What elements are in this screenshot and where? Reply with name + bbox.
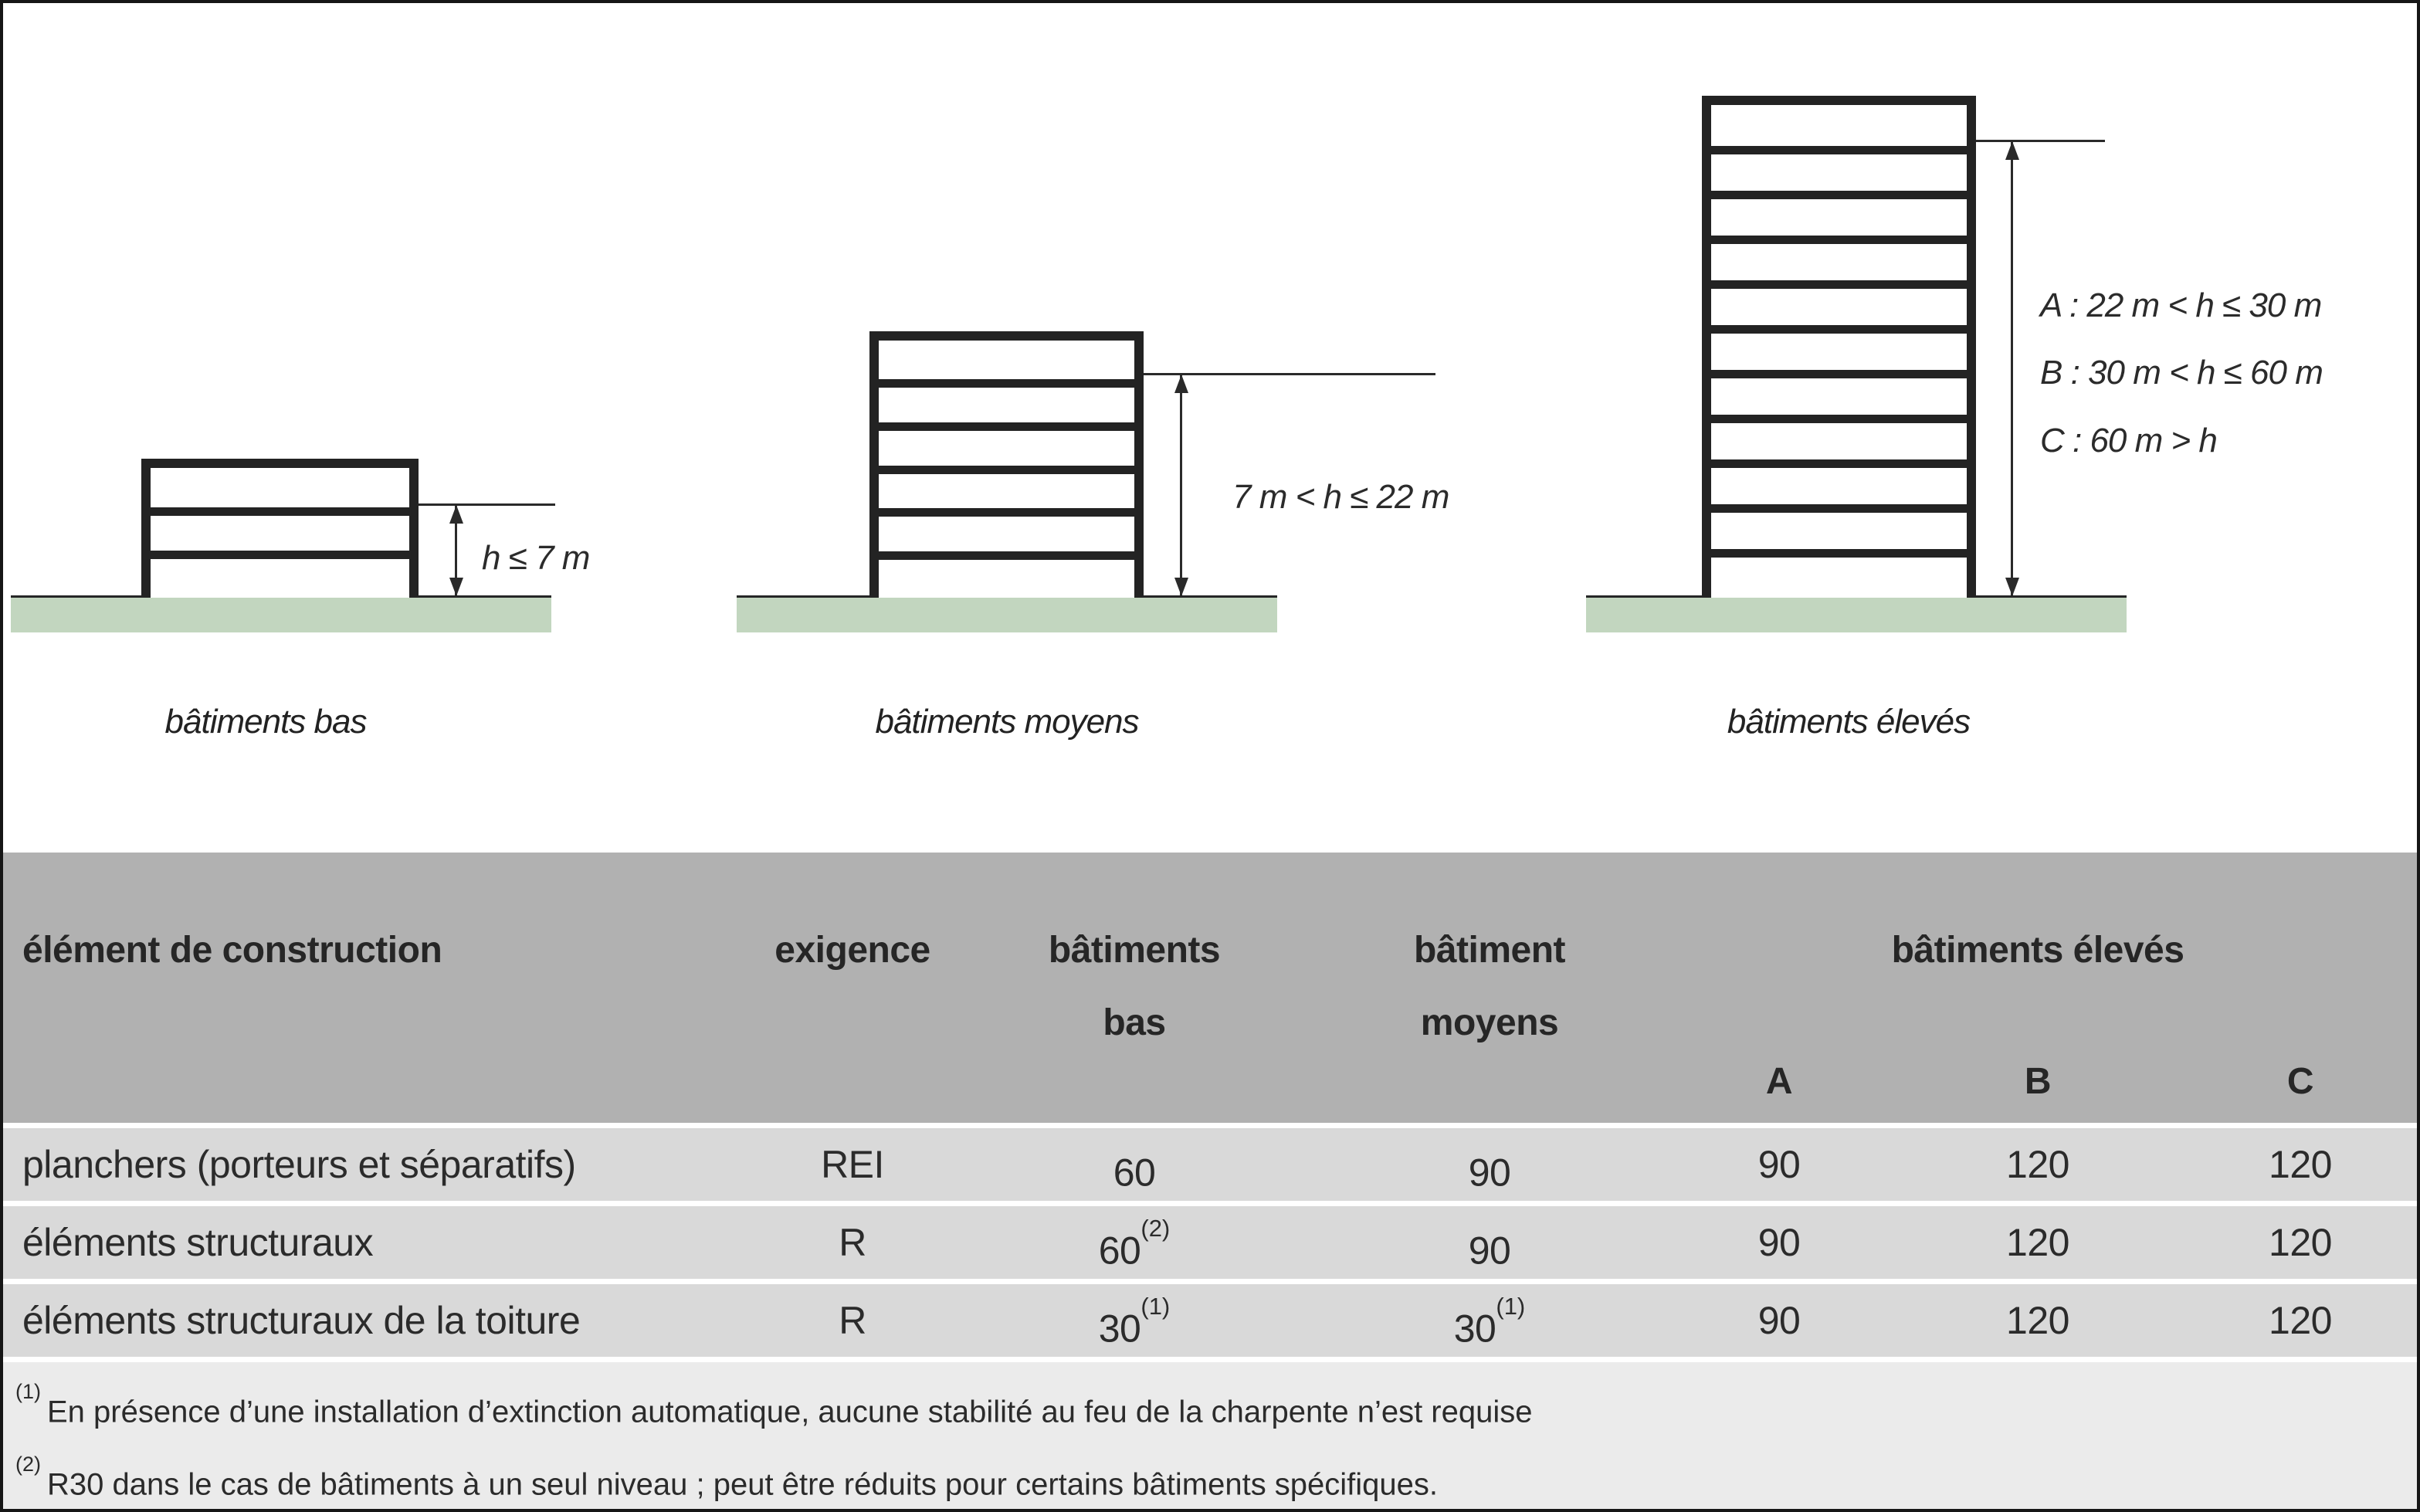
header-batiments-bas-line2: bas [1103, 1002, 1166, 1043]
cell-class-c: 120 [2269, 1143, 2332, 1186]
table-header [3, 853, 2417, 1123]
medium-building-height-label: 7 m < h ≤ 22 m [1232, 478, 1449, 516]
floor-line [879, 466, 1134, 474]
cell-class-b: 120 [2006, 1299, 2069, 1342]
high-building-reference-line [1976, 140, 2105, 142]
footnote-1: $^{(1)}$En présence d’une installation d’extinction automatique, aucune stabilité au feu de la charpente n’est requise [15, 1380, 1533, 1429]
table-row-elements-structuraux [3, 1206, 2417, 1279]
row-label: éléments structuraux de la toiture [22, 1299, 581, 1342]
header-element-de-construction: élément de construction [22, 930, 442, 971]
subheader-class-c: C [2286, 1061, 2314, 1102]
ground-strip-low [11, 595, 551, 632]
header-exigence: exigence [774, 930, 930, 971]
cell-class-a: 90 [1757, 1299, 1801, 1342]
row-label: planchers (porteurs et séparatifs) [22, 1143, 576, 1186]
cell-moyens: 30$^{(1)}$ [1453, 1293, 1526, 1351]
subheader-class-a: A [1765, 1061, 1793, 1102]
floor-line [151, 551, 409, 559]
floor-line [1711, 280, 1967, 289]
cell-bas: 60$^{(2)}$ [1098, 1215, 1171, 1273]
cell-bas: 60 [1113, 1151, 1156, 1195]
floor-line [1711, 504, 1967, 513]
floor-line [1711, 325, 1967, 334]
cell-exigence: R [839, 1299, 866, 1342]
footnote-2: $^{(2)}$R30 dans le cas de bâtiments à un seul niveau ; peut être réduits pour certains bâtiments spécifiques. [15, 1453, 1439, 1502]
floor-line [1711, 236, 1967, 244]
header-batiments-eleves: bâtiments élevés [1891, 930, 2184, 971]
cell-class-a: 90 [1757, 1221, 1801, 1264]
floor-line [1711, 146, 1967, 154]
floor-line [879, 551, 1134, 560]
cell-class-c: 120 [2269, 1221, 2332, 1264]
header-batiment-moyens-line1: bâtiment [1413, 930, 1566, 971]
high-building-height-arrow [2011, 142, 2013, 595]
low-building-reference-line [419, 503, 555, 506]
header-batiment-moyens-line2: moyens [1420, 1002, 1559, 1043]
cell-moyens: 90 [1468, 1151, 1511, 1195]
cell-bas: 30$^{(1)}$ [1098, 1293, 1171, 1351]
ground-strip-medium [737, 595, 1277, 632]
high-building-class-c-label: C : 60 m > h [2040, 422, 2217, 459]
low-building-caption: bâtiments bas [164, 703, 367, 741]
table-row-planchers [3, 1128, 2417, 1201]
cell-exigence: R [839, 1221, 866, 1264]
medium-building-drawing [869, 331, 1144, 598]
cell-moyens: 90 [1468, 1229, 1511, 1273]
floor-line [879, 508, 1134, 517]
subheader-class-b: B [2024, 1061, 2052, 1102]
ground-strip-high [1586, 595, 2127, 632]
table-row-elements-structuraux-toiture [3, 1284, 2417, 1357]
low-building-height-arrow [455, 506, 457, 595]
floor-line [1711, 549, 1967, 558]
cell-class-c: 120 [2269, 1299, 2332, 1342]
floor-line [879, 379, 1134, 388]
cell-class-b: 120 [2006, 1221, 2069, 1264]
cell-class-b: 120 [2006, 1143, 2069, 1186]
row-label: éléments structuraux [22, 1221, 374, 1264]
cell-exigence: REI [821, 1143, 884, 1186]
floor-line [879, 422, 1134, 431]
cell-class-a: 90 [1757, 1143, 1801, 1186]
floor-line [1711, 191, 1967, 199]
low-building-height-label: h ≤ 7 m [482, 539, 590, 577]
high-building-class-b-label: B : 30 m < h ≤ 60 m [2040, 354, 2323, 392]
high-building-caption: bâtiments élevés [1727, 703, 1971, 741]
floor-line [1711, 370, 1967, 378]
medium-building-height-arrow [1180, 375, 1182, 595]
high-building-drawing [1702, 96, 1976, 598]
floor-line [1711, 415, 1967, 423]
floor-line [151, 507, 409, 516]
medium-building-caption: bâtiments moyens [875, 703, 1139, 741]
floor-line [1711, 459, 1967, 468]
high-building-class-a-label: A : 22 m < h ≤ 30 m [2040, 286, 2322, 324]
header-batiments-bas-line1: bâtiments [1048, 930, 1221, 971]
low-building-drawing [141, 459, 419, 598]
